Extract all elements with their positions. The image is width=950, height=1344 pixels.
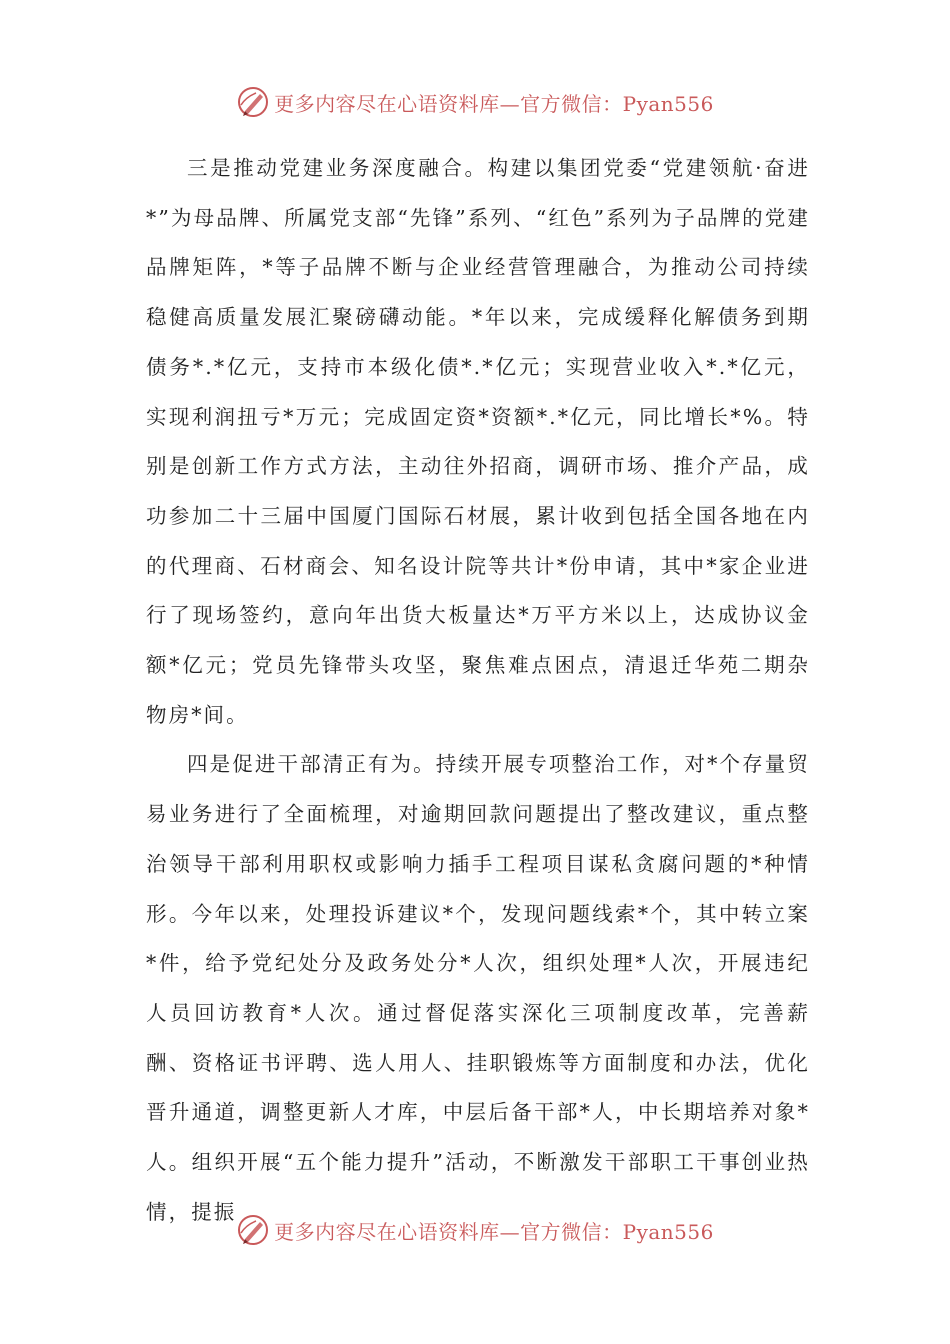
banner-separator: — [499,91,521,116]
paragraph-party-building: 三是推动党建业务深度融合。构建以集团党委“党建领航·奋进*”为母品牌、所属党支部“先锋”系列、“红色”系列为子品牌的党建品牌矩阵，*等子品牌不断与企业经营管理融合，为推动公司持续稳健高质量发展汇聚磅礴动能。*年以来，完成缓释化解债务到期债务*.*亿元，支持市本级化债*.*亿元；实现营业收入*.*亿元，实现利润扭亏*万元；完成固定资*资额*.*亿元，同比增长*%。特别是创新工作方式方法，主动往外招商，调研市场、推介产品，成功参加二十三届中国厦门国际石材展，累计收到包括全国各地在内的代理商、石材商会、知名设计院等共计*份申请，其中*家企业进行了现场签约，意向年出货大板量达*万平方米以上，达成协议金额*亿元；党员先锋带头攻坚，聚焦难点困点，清退迁华苑二期杂物房*间。 [146,156,810,727]
brand-text: 更多内容尽在心语资料库 [274,1219,500,1244]
wechat-id: Pyan556 [622,91,714,116]
banner-text [274,1216,714,1245]
banner-text [274,88,714,117]
banner-separator: — [499,1219,521,1244]
pen-logo-icon [236,85,270,119]
pen-logo-icon [236,1213,270,1247]
brand-text: 更多内容尽在心语资料库 [274,91,500,116]
header-banner [0,80,950,124]
document-body [146,144,810,1237]
paragraph-cadre-integrity: 四是促进干部清正有为。持续开展专项整治工作，对*个存量贸易业务进行了全面梳理，对逾期回款问题提出了整改建议，重点整治领导干部利用职权或影响力插手工程项目谋私贪腐问题的*种情形。今年以来，处理投诉建议*个，发现问题线索*个，其中转立案*件，给予党纪处分及政务处分*人次，组织处理*人次，开展违纪人员回访教育*人次。通过督促落实深化三项制度改革，完善薪酬、资格证书评聘、选人用人、挂职锻炼等方面制度和办法，优化晋升通道，调整更新人才库，中层后备干部*人，中长期培养对象*人。组织开展“五个能力提升”活动，不断激发干部职工干事创业热情，提振 [146,752,810,1224]
wechat-id: Pyan556 [622,1219,714,1244]
footer-banner [0,1208,950,1252]
wechat-label: 官方微信： [520,91,623,116]
wechat-label: 官方微信： [520,1219,623,1244]
